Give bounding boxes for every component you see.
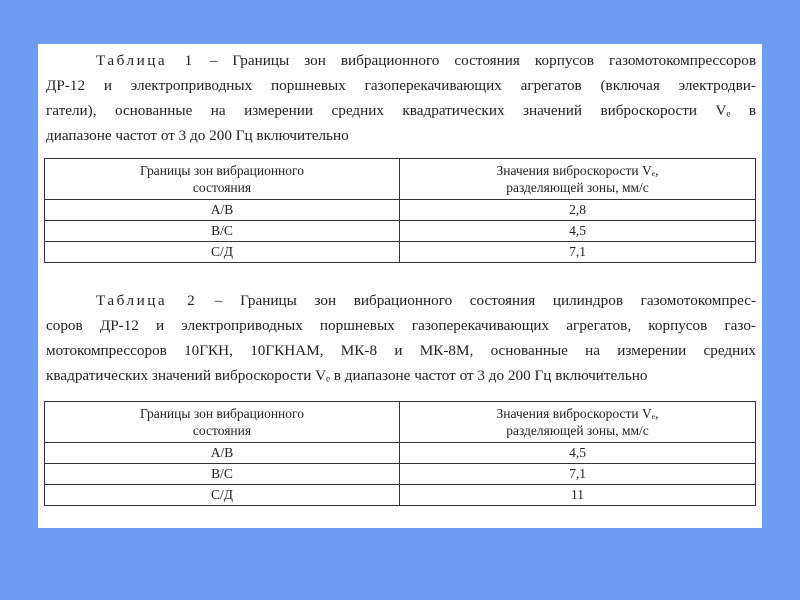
table2 bbox=[44, 401, 756, 506]
table2-caption bbox=[46, 288, 756, 388]
caption-line: ДР-12 и электроприводных поршневых газоперекачивающих агрегатов (включая электродви- bbox=[46, 77, 756, 94]
zone-cell: С/Д bbox=[45, 242, 400, 263]
table-row bbox=[45, 242, 756, 263]
zone-cell: С/Д bbox=[45, 485, 400, 506]
table-row bbox=[45, 200, 756, 221]
caption-line: Таблица 1 – Границы зон вибрационного состояния корпусов газомотокомпрессоров bbox=[96, 52, 756, 69]
zone-cell: А/В bbox=[45, 200, 400, 221]
zone-cell: В/С bbox=[45, 221, 400, 242]
zone-cell: А/В bbox=[45, 443, 400, 464]
caption-line: диапазоне частот от 3 до 200 Гц включительно bbox=[46, 127, 349, 144]
value-cell: 4,5 bbox=[400, 443, 756, 464]
caption-line: соров ДР-12 и электроприводных поршневых газоперекачивающих агрегатов, корпусов газо- bbox=[46, 317, 756, 334]
column-header-value: Значения виброскорости Vₑ, разделяющей зоны, мм/с bbox=[400, 159, 756, 200]
table1-caption bbox=[46, 48, 756, 148]
caption-line: гатели), основанные на измерении средних квадратических значений виброскорости Vₑ в bbox=[46, 102, 756, 119]
value-cell: 7,1 bbox=[400, 464, 756, 485]
zone-cell: В/С bbox=[45, 464, 400, 485]
table-header-row bbox=[45, 402, 756, 443]
caption-line: Таблица 2 – Границы зон вибрационного состояния цилиндров газомотокомпрес- bbox=[96, 292, 756, 309]
table-row bbox=[45, 443, 756, 464]
column-header-zone: Границы зон вибрационного состояния bbox=[45, 402, 400, 443]
table-row bbox=[45, 221, 756, 242]
table-header-row bbox=[45, 159, 756, 200]
column-header-value: Значения виброскорости Vₑ, разделяющей зоны, мм/с bbox=[400, 402, 756, 443]
table1 bbox=[44, 158, 756, 263]
document-page bbox=[38, 44, 762, 528]
value-cell: 4,5 bbox=[400, 221, 756, 242]
value-cell: 7,1 bbox=[400, 242, 756, 263]
caption-line: квадратических значений виброскорости Vₑ в диапазоне частот от 3 до 200 Гц включительно bbox=[46, 367, 648, 384]
value-cell: 11 bbox=[400, 485, 756, 506]
column-header-zone: Границы зон вибрационного состояния bbox=[45, 159, 400, 200]
value-cell: 2,8 bbox=[400, 200, 756, 221]
table-row bbox=[45, 464, 756, 485]
table-row bbox=[45, 485, 756, 506]
caption-line: мотокомпрессоров 10ГКН, 10ГКНАМ, МК-8 и МК-8М, основанные на измерении средних bbox=[46, 342, 756, 359]
